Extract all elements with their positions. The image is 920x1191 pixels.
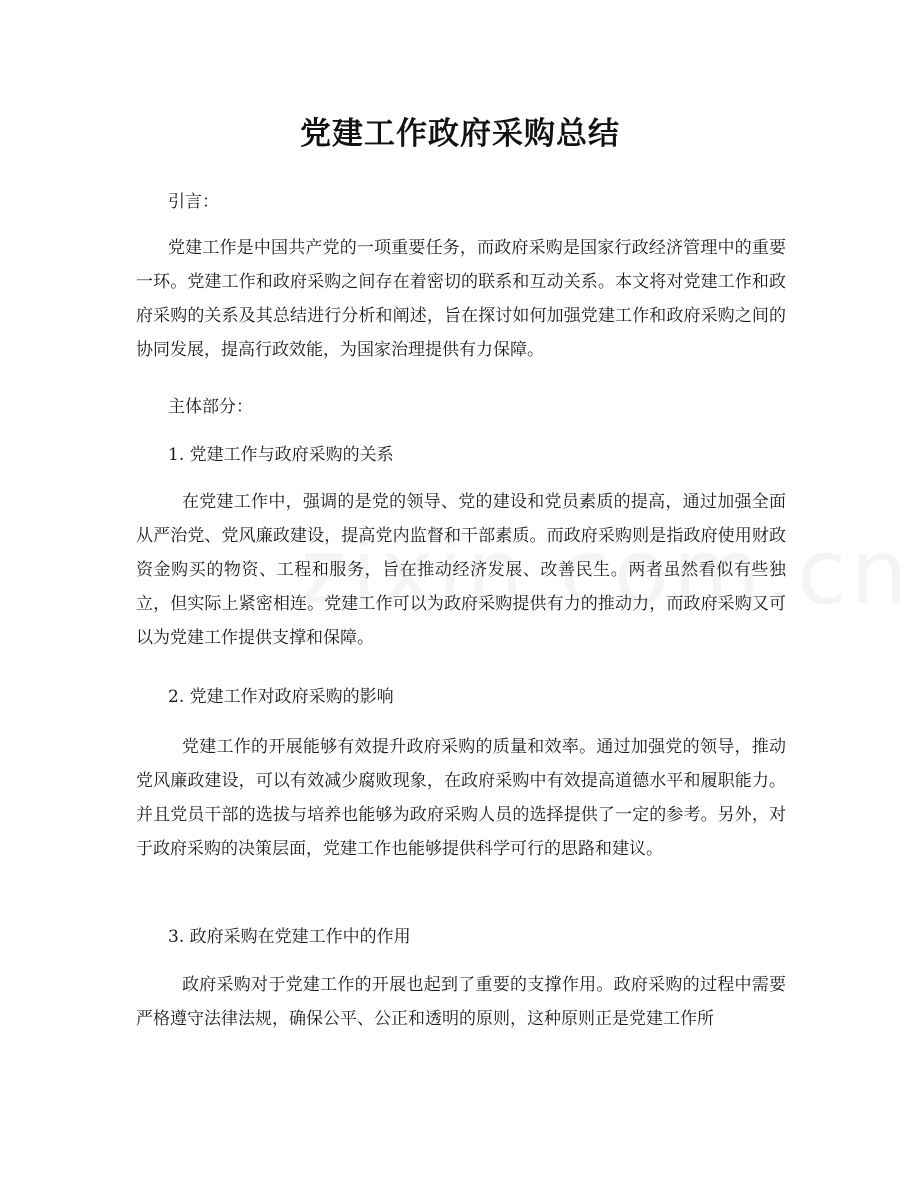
section-heading-2: 2. 党建工作对政府采购的影响 (168, 687, 394, 707)
section-paragraph-3: 政府采购对于党建工作的开展也起到了重要的支撑作用。政府采购的过程中需要严格遵守法律法规，确保公平、公正和透明的原则，这种原则正是党建工作所 (136, 975, 786, 1029)
body-label: 主体部分： (168, 397, 253, 417)
section-paragraph-1: 在党建工作中，强调的是党的领导、党的建设和党员素质的提高，通过加强全面从严治党、党风廉政建设，提高党内监督和干部素质。而政府采购则是指政府使用财政资金购买的物资、工程和服务，旨在推动经济发展、改善民生。两者虽然看似有些独立，但实际上紧密相连。党建工作可以为政府采购提供有力的推动力，而政府采购又可以为党建工作提供支撑和保障。 (136, 492, 786, 648)
section-heading-1: 1. 党建工作与政府采购的关系 (168, 445, 394, 465)
section-paragraph-2: 党建工作的开展能够有效提升政府采购的质量和效率。通过加强党的领导，推动党风廉政建设，可以有效减少腐败现象，在政府采购中有效提高道德水平和履职能力。并且党员干部的选拔与培养也能够为政府采购人员的选择提供了一定的参考。另外，对于政府采购的决策层面，党建工作也能够提供科学可行的思路和建议。 (136, 737, 786, 859)
page-title: 党建工作政府采购总结 (300, 116, 620, 152)
intro-label: 引言： (168, 192, 219, 212)
section-heading-3: 3. 政府采购在党建工作中的作用 (168, 927, 411, 947)
intro-paragraph: 党建工作是中国共产党的一项重要任务，而政府采购是国家行政经济管理中的重要一环。党建工作和政府采购之间存在着密切的联系和互动关系。本文将对党建工作和政府采购的关系及其总结进行分析和阐述，旨在探讨如何加强党建工作和政府采购之间的协同发展，提高行政效能，为国家治理提供有力保障。 (136, 238, 786, 360)
